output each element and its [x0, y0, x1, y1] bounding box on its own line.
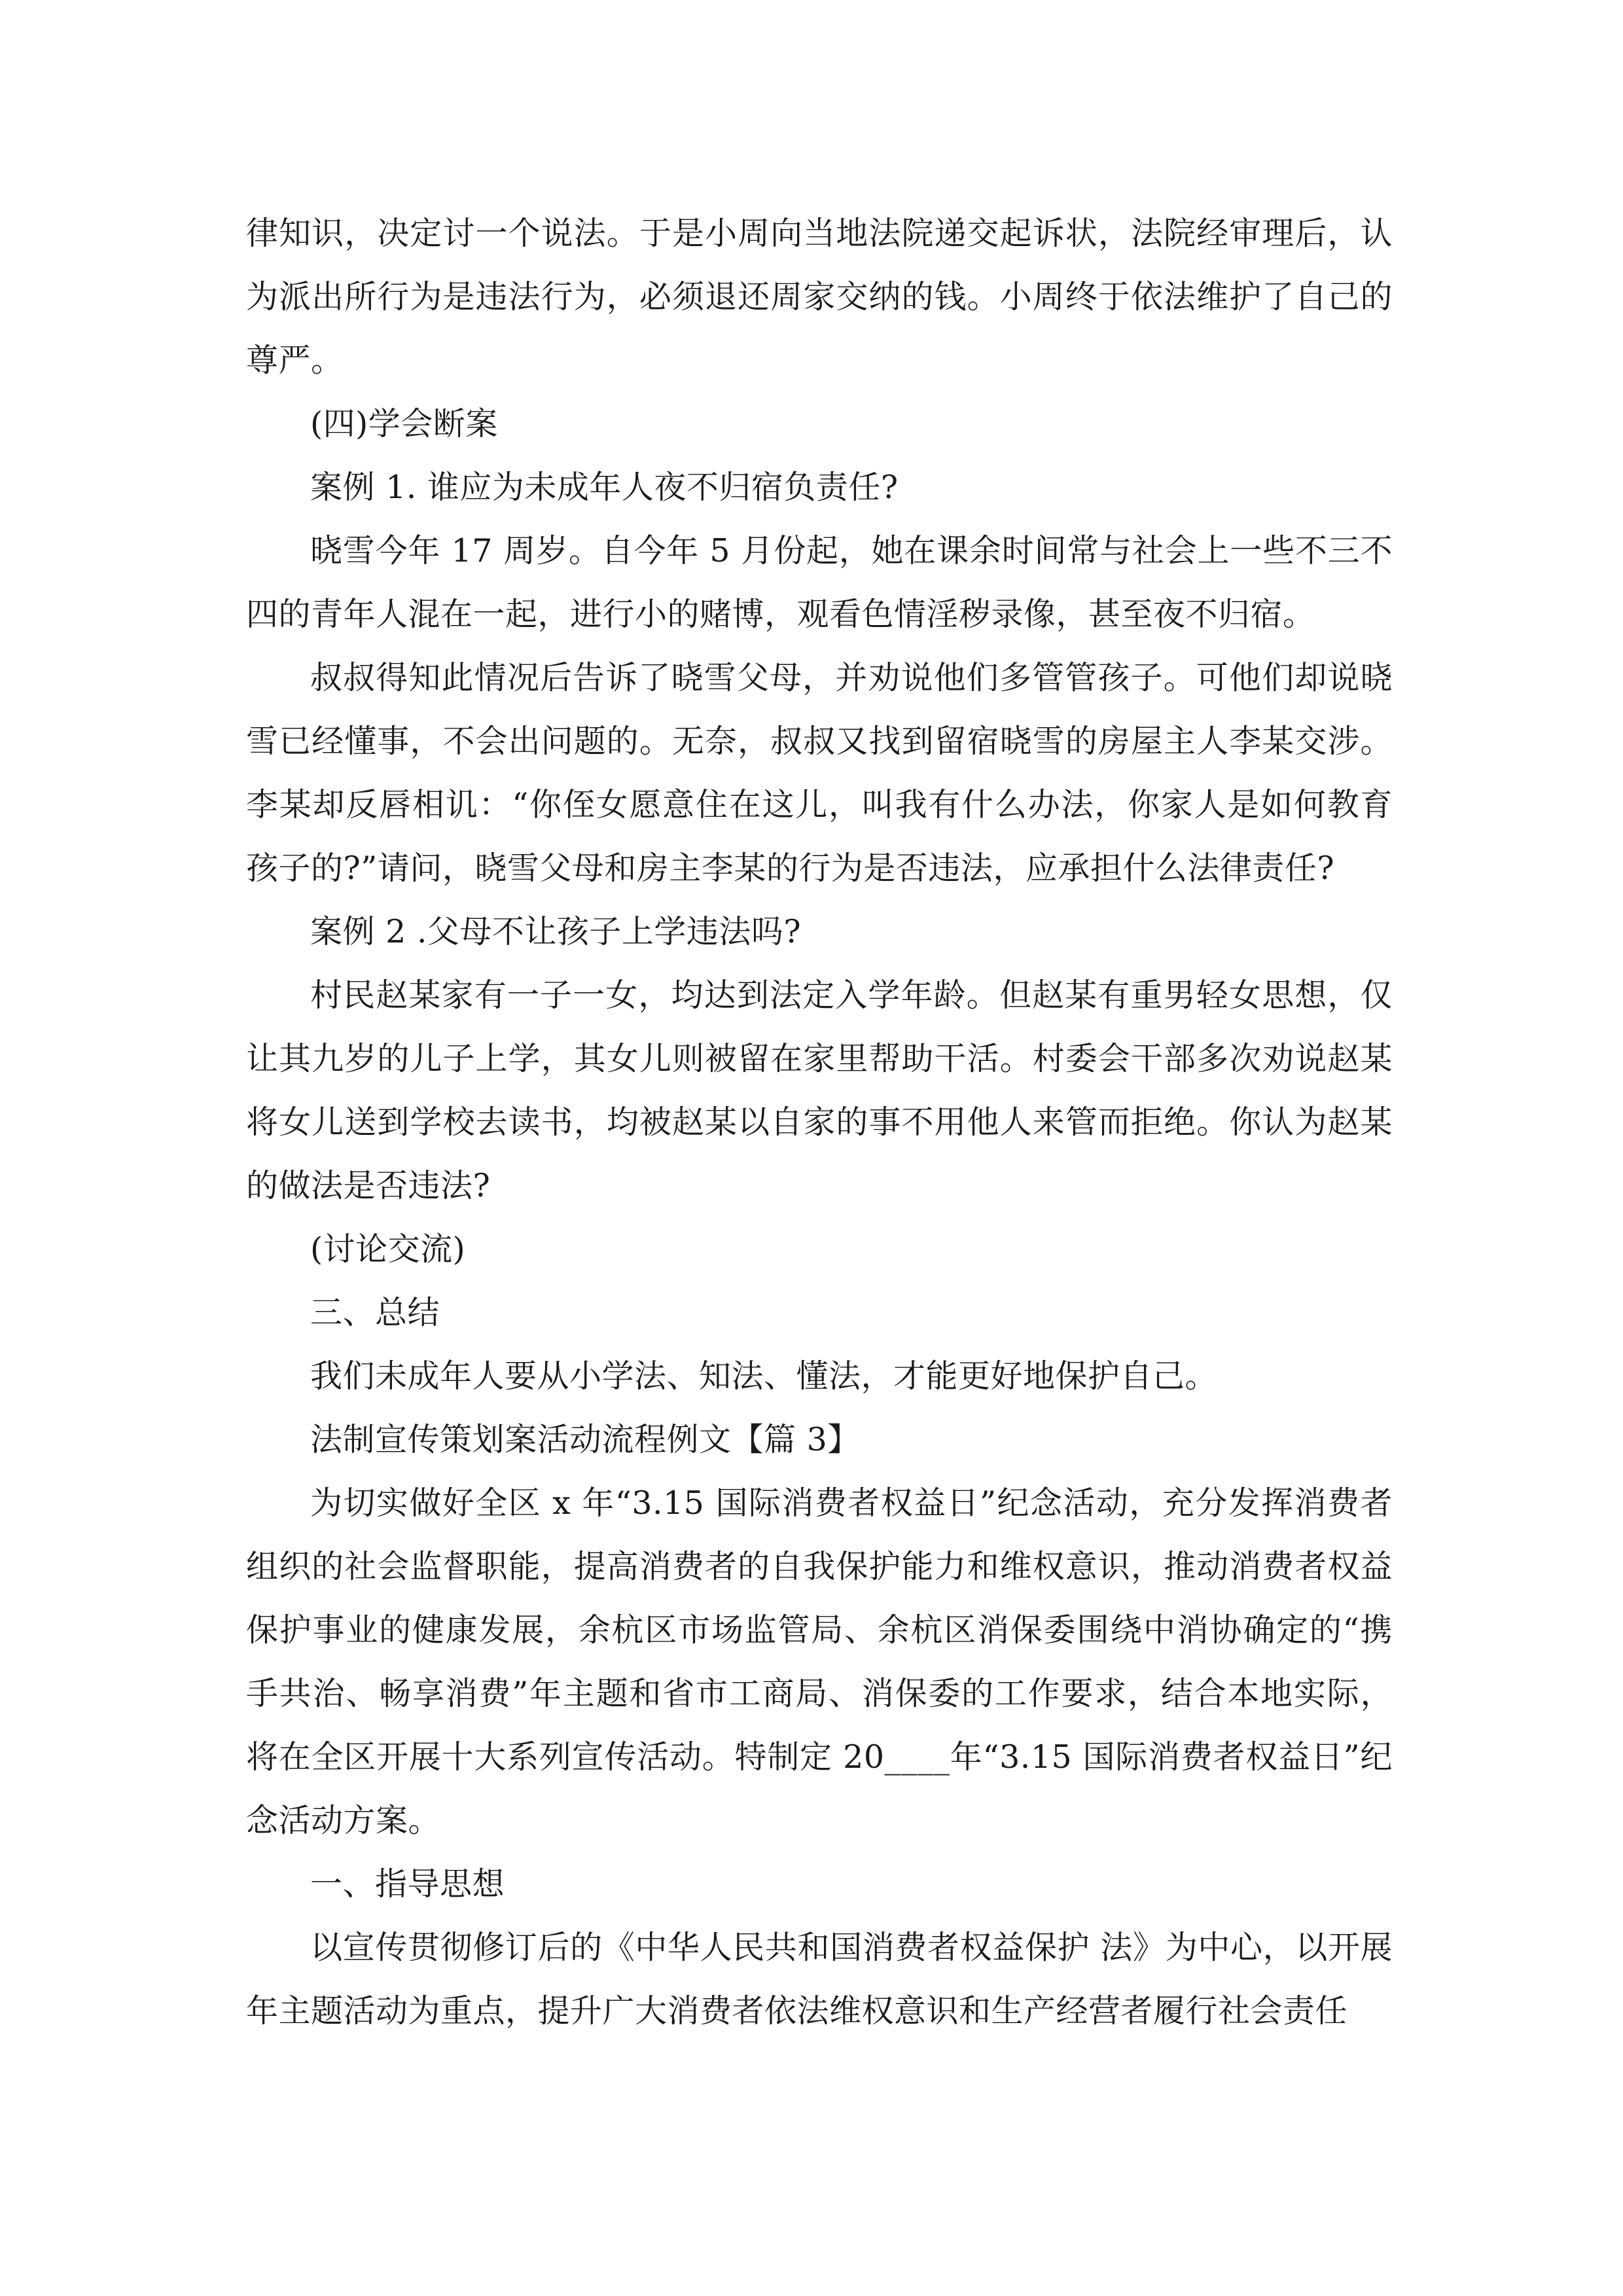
article-3-title: 法制宣传策划案活动流程例文【篇 3】 — [310, 1421, 860, 1458]
paragraph-continuation: 律知识，决定讨一个说法。于是小周向当地法院递交起诉状，法院经审理后，认为派出所行为是违法行为，必须退还周家交纳的钱。小周终于依法维护了自己的尊严。 — [246, 215, 1393, 379]
case-1-paragraph-2: 叔叔得知此情况后告诉了晓雪父母，并劝说他们多管管孩子。可他们却说晓雪已经懂事，不会出问题的。无奈，叔叔又找到留宿晓雪的房屋主人李某交涉。李某却反唇相讥：“你侄女愿意住在这儿，叫我有什么办法，你家人是如何教育孩子的?”请问，晓雪父母和房主李某的行为是否违法，应承担什么法律责任? — [246, 659, 1393, 887]
section-heading-guiding-thought: 一、指导思想 — [310, 1865, 505, 1903]
summary-paragraph: 我们未成年人要从小学法、知法、懂法，才能更好地保护自己。 — [310, 1357, 1218, 1395]
case-2-paragraph: 村民赵某家有一子一女，均达到法定入学年龄。但赵某有重男轻女思想，仅让其九岁的儿子上学，其女儿则被留在家里帮助干活。村委会干部多次劝说赵某将女儿送到学校去读书，均被赵某以自家的事不用他人来管而拒绝。你认为赵某的做法是否违法? — [246, 977, 1393, 1204]
discussion-note: (讨论交流) — [310, 1230, 466, 1268]
section-heading-learn-cases: (四)学会断案 — [310, 405, 498, 442]
section-heading-summary: 三、总结 — [310, 1294, 440, 1331]
document-body — [246, 202, 1393, 2043]
article-3-intro: 为切实做好全区 x 年“3.15 国际消费者权益日”纪念活动，充分发挥消费者组织的社会监督职能，提高消费者的自我保护能力和维权意识，推动消费者权益保护事业的健康发展，余杭区市场监管局、余杭区消保委围绕中消协确定的“携手共治、畅享消费”年主题和省市工商局、消保委的工作要求，结合本地实际，将在全区开展十大系列宣传活动。特制定 20____年“3.15 国际消费者权益日”纪念活动方案。 — [246, 1484, 1393, 1839]
case-2-title: 案例 2 .父母不让孩子上学违法吗? — [310, 913, 802, 950]
case-1-paragraph-1: 晓雪今年 17 周岁。自今年 5 月份起，她在课余时间常与社会上一些不三不四的青年人混在一起，进行小的赌博，观看色情淫秽录像，甚至夜不归宿。 — [246, 532, 1393, 633]
guiding-thought-paragraph: 以宣传贯彻修订后的《中华人民共和国消费者权益保护 法》为中心，以开展年主题活动为重点，提升广大消费者依法维权意识和生产经营者履行社会责任 — [246, 1929, 1393, 2030]
case-1-title: 案例 1. 谁应为未成年人夜不归宿负责任? — [310, 469, 899, 506]
